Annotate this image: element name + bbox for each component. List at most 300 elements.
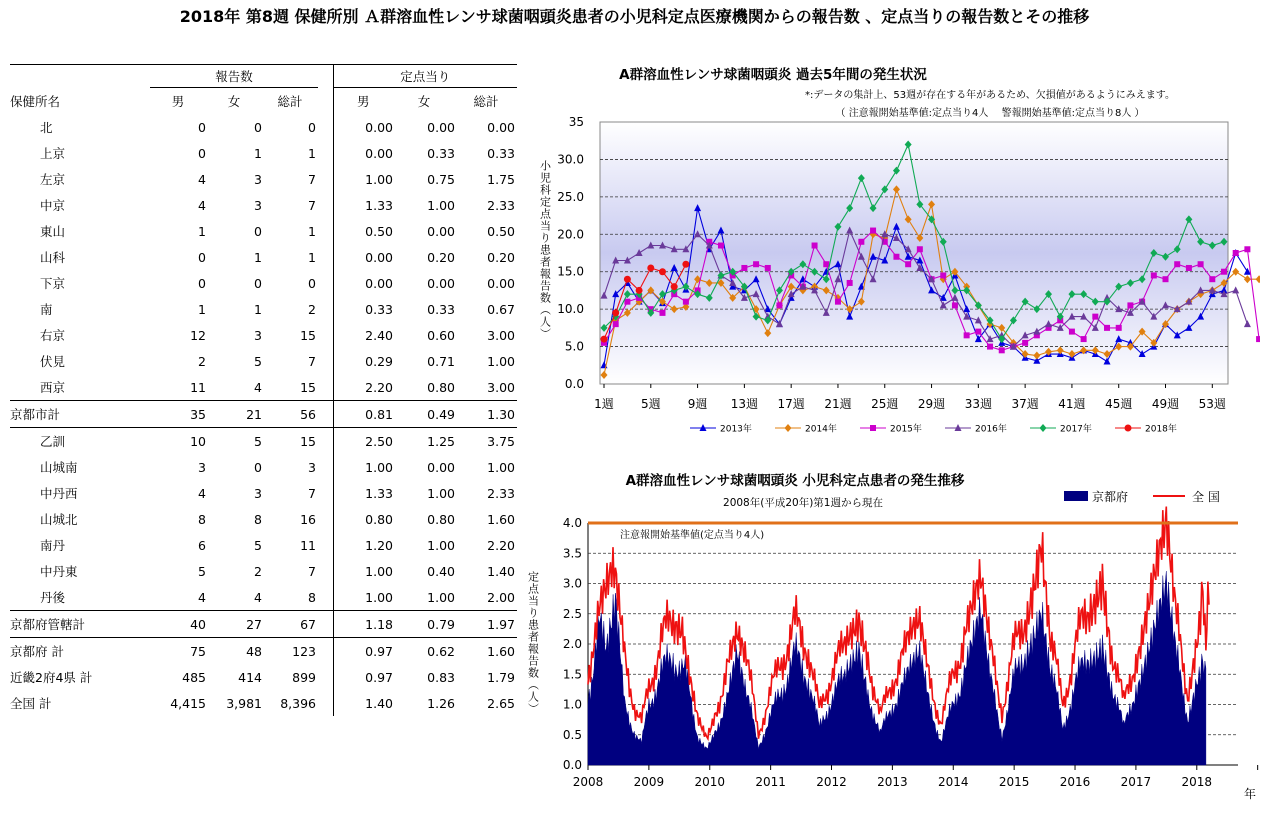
chart1-point [870, 228, 876, 234]
row-m: 4 [198, 197, 206, 213]
row-t: 7 [308, 485, 316, 501]
chart1-x-tick-label: 17週 [777, 397, 805, 411]
row-pm: 1.00 [365, 563, 393, 579]
row-pf: 0.33 [427, 301, 455, 317]
chart1-point [858, 239, 864, 245]
chart1-point [1092, 314, 1098, 320]
chart1-point [636, 287, 643, 294]
table-row [10, 584, 517, 611]
chart1-legend-item [690, 423, 752, 435]
chart1-legend-marker [1040, 424, 1047, 432]
row-pf: 1.25 [427, 433, 455, 449]
row-pt: 0.00 [487, 119, 515, 135]
row-f: 0 [254, 459, 262, 475]
chart1-y-axis-label: 小児科定点当り患者報告数（人） [538, 160, 552, 340]
table-row [10, 348, 517, 374]
chart1-point [613, 321, 619, 327]
chart1-x-tick-label: 1週 [594, 397, 614, 411]
row-pm: 0.33 [365, 301, 393, 317]
chart2-x-tick-label: 2011 [755, 775, 786, 789]
row-pt: 1.97 [455, 611, 517, 638]
row-pt: 0.67 [487, 301, 515, 317]
chart1-point [659, 310, 665, 316]
row-pm: 1.00 [365, 459, 393, 475]
chart1-point [1174, 261, 1180, 267]
row-pt: 2.20 [487, 537, 515, 553]
row-pt: 2.00 [487, 589, 515, 605]
chart1-legend-label: 2017年 [1060, 424, 1092, 435]
chart1-y-tick-label: 5.0 [564, 339, 584, 354]
weekly-line-chart [520, 58, 1260, 438]
chart1-legend-label: 2013年 [720, 424, 752, 435]
chart2-y-tick-label: 1.0 [562, 697, 582, 712]
chart1-legend-item [1115, 423, 1177, 435]
row-t: 67 [262, 611, 318, 638]
chart1-point [1232, 286, 1239, 293]
chart1-legend-item [945, 423, 1007, 435]
chart1-point [1151, 272, 1157, 278]
chart1-point [999, 347, 1005, 353]
chart1-x-tick-label: 5週 [640, 397, 661, 411]
chart1-point [812, 243, 818, 249]
chart1-point [1127, 302, 1133, 308]
chart1-y-tick-label: 30.0 [557, 152, 584, 167]
chart1-legend-item [1030, 423, 1092, 435]
header-male-per: 男 [356, 94, 370, 109]
chart2-x-tick-label: 2012 [816, 775, 847, 789]
chart1-point [601, 336, 608, 343]
row-m: 11 [190, 379, 206, 395]
header-reports: 報告数 [150, 65, 318, 88]
chart2-y-tick-label: 0.0 [562, 758, 582, 772]
chart2-x-tick-label: 2009 [633, 775, 665, 789]
row-name: 近畿2府4県 計 [10, 670, 93, 685]
chart2-x-axis-label: 年 [1244, 787, 1257, 801]
row-t: 2 [308, 301, 316, 317]
chart2-legend-label: 全 国 [1192, 490, 1220, 504]
chart2-x-tick-label: 2014 [937, 775, 969, 789]
chart2-x-tick-label: 2013 [877, 775, 908, 789]
row-m: 5 [198, 563, 206, 579]
chart1-legend-marker [870, 425, 876, 431]
row-f: 3 [254, 327, 262, 343]
row-pf: 0.00 [427, 459, 455, 475]
table-row [10, 166, 517, 192]
row-name: 乙訓 [40, 434, 66, 449]
row-name: 中丹西 [40, 486, 78, 501]
row-m: 8 [198, 511, 206, 527]
row-name: 京都市計 [10, 401, 150, 428]
row-f: 3 [254, 171, 262, 187]
row-f: 3 [254, 197, 262, 213]
page-title: 2018年 第8週 保健所別 Ａ群溶血性レンサ球菌咽頭炎患者の小児科定点医療機関からの報告数 、定点当りの報告数とその推移 [179, 7, 1090, 26]
row-pm: 2.50 [365, 433, 393, 449]
chart2-y-tick-label: 4.0 [562, 516, 582, 530]
row-pt: 2.65 [487, 695, 515, 711]
table-row [10, 480, 517, 506]
chart1-point [1116, 325, 1122, 331]
chart1-x-tick-label: 21週 [824, 397, 852, 411]
header-name: 保健所名 [10, 93, 61, 109]
row-m: 1 [198, 301, 206, 317]
chart2-subtitle: 2008年(平成20年)第1週から現在 [723, 497, 883, 509]
row-m: 40 [150, 611, 206, 638]
table-row [10, 244, 517, 270]
table-row [10, 140, 517, 166]
chart1-point [1163, 276, 1169, 282]
trend-area-chart [520, 462, 1265, 812]
row-f: 27 [206, 611, 262, 638]
row-t: 0 [308, 275, 316, 291]
chart1-note1: *:データの集計上、53週が存在する年があるため、欠損値があるようにみえます。 [805, 90, 1175, 101]
chart1-y-tick-label: 35 [568, 115, 584, 129]
chart1-y-tick-label: 25.0 [557, 189, 584, 204]
row-pt: 2.33 [487, 197, 515, 213]
row-f: 4 [254, 589, 262, 605]
chart1-point [893, 254, 899, 260]
row-pt: 0.33 [487, 145, 515, 161]
row-m: 4 [198, 589, 206, 605]
row-name: 中京 [40, 198, 66, 213]
chart1-x-tick-label: 29週 [917, 397, 946, 411]
table-row [10, 454, 517, 480]
chart1-point [1233, 250, 1239, 256]
row-pf: 0.00 [427, 119, 455, 135]
row-pf: 1.00 [427, 537, 455, 553]
row-name: 伏見 [40, 354, 66, 369]
row-m: 6 [198, 537, 206, 553]
chart1-point [1022, 340, 1028, 346]
row-name: 北 [40, 120, 53, 135]
row-t: 7 [308, 353, 316, 369]
table-row [10, 401, 517, 428]
row-pt: 1.75 [487, 171, 515, 187]
row-m: 1 [198, 223, 206, 239]
chart2-x-tick-label: 2017 [1120, 775, 1152, 789]
row-m: 4 [198, 171, 206, 187]
row-f: 48 [246, 643, 262, 659]
chart2-y-tick-label: 1.5 [562, 667, 582, 682]
table-header-row [10, 88, 517, 115]
header-total: 総計 [277, 94, 303, 109]
row-name: 下京 [40, 276, 66, 291]
header-per-sentinel: 定点当り [333, 65, 517, 88]
table-row [10, 664, 517, 690]
row-t: 15 [300, 379, 316, 395]
row-pm: 0.50 [365, 223, 393, 239]
row-t: 15 [300, 327, 316, 343]
chart2-x-tick-label: 2010 [694, 775, 726, 789]
row-t: 16 [300, 511, 316, 527]
chart1-x-tick-label: 41週 [1058, 397, 1086, 411]
row-name: 南 [40, 302, 53, 317]
header-female-per: 女 [417, 94, 431, 109]
row-pt: 3.00 [487, 379, 515, 395]
row-f: 5 [254, 433, 262, 449]
chart1-point [1209, 276, 1215, 282]
row-f: 1 [254, 301, 262, 317]
table-header-group-row [10, 65, 517, 88]
chart2-legend-label: 京都府 [1092, 490, 1129, 504]
chart2-x-tick-label: 2016 [1059, 775, 1091, 789]
row-pm: 1.33 [365, 197, 393, 213]
row-pm: 2.20 [365, 379, 393, 395]
row-f: 5 [254, 537, 262, 553]
row-pt: 2.33 [487, 485, 515, 501]
row-pm: 1.00 [365, 589, 393, 605]
chart2-legend-item-kyoto [1064, 489, 1128, 504]
row-t: 0 [308, 119, 316, 135]
table-body [10, 114, 517, 716]
row-t: 8,396 [280, 695, 316, 711]
chart1-point [647, 264, 654, 271]
row-pm: 0.80 [365, 511, 393, 527]
table-row [10, 114, 517, 140]
row-m: 0 [198, 145, 206, 161]
chart1-point [964, 332, 970, 338]
chart1-point [741, 265, 747, 271]
chart1-point [835, 299, 841, 305]
chart1-point [624, 299, 630, 305]
row-pf: 0.33 [427, 145, 455, 161]
row-m: 3 [198, 459, 206, 475]
row-t: 123 [292, 643, 316, 659]
chart1-point [659, 268, 666, 275]
row-t: 1 [308, 249, 316, 265]
row-name: 京都府管轄計 [10, 611, 150, 638]
chart1-y-tick-label: 20.0 [557, 227, 584, 242]
chart1-point [987, 344, 993, 350]
row-m: 75 [190, 643, 206, 659]
chart1-x-tick-label: 25週 [871, 397, 899, 411]
chart1-legend-label: 2018年 [1145, 424, 1177, 435]
row-pm: 0.00 [365, 145, 393, 161]
row-m: 4 [198, 485, 206, 501]
chart1-point [975, 329, 981, 335]
chart1-x-tick-label: 37週 [1011, 397, 1039, 411]
row-pf: 1.00 [427, 197, 455, 213]
row-pt: 1.00 [487, 459, 515, 475]
table-row [10, 690, 517, 716]
chart1-x-tick-label: 49週 [1151, 397, 1180, 411]
row-t: 56 [262, 401, 318, 428]
row-pf: 0.00 [427, 275, 455, 291]
chart1-point [753, 261, 759, 267]
row-name: 南丹 [40, 538, 66, 553]
row-pf: 0.00 [427, 223, 455, 239]
chart1-point [682, 261, 689, 268]
chart1-x-tick-label: 13週 [730, 397, 759, 411]
chart2-x-tick-label: 2015 [998, 775, 1030, 789]
row-pm: 1.40 [365, 695, 393, 711]
row-pm: 0.00 [365, 249, 393, 265]
row-pm: 0.00 [365, 275, 393, 291]
chart1-point [952, 302, 958, 308]
report-table [10, 64, 517, 716]
chart1-point [1221, 269, 1227, 275]
chart1-legend-item [860, 423, 922, 435]
row-pt: 1.00 [487, 353, 515, 369]
row-pm: 0.29 [365, 353, 393, 369]
chart1-x-tick-label: 33週 [964, 397, 992, 411]
row-pf: 1.26 [427, 695, 455, 711]
chart1-point [823, 261, 829, 267]
chart1-point [905, 261, 911, 267]
row-m: 2 [198, 353, 206, 369]
chart1-point [612, 309, 619, 316]
row-pt: 1.40 [487, 563, 515, 579]
row-m: 4,415 [170, 695, 206, 711]
row-pf: 0.62 [427, 643, 455, 659]
chart1-y-tick-label: 15.0 [557, 264, 584, 279]
chart2-x-tick-label: 2018 [1181, 775, 1213, 789]
row-pf: 0.71 [427, 353, 455, 369]
row-t: 8 [308, 589, 316, 605]
row-t: 899 [292, 669, 316, 685]
header-total-per: 総計 [473, 94, 499, 109]
row-f: 0 [254, 223, 262, 239]
row-pf: 0.60 [427, 327, 455, 343]
row-pm: 1.33 [365, 485, 393, 501]
row-t: 7 [308, 563, 316, 579]
chart2-y-tick-label: 2.0 [562, 637, 582, 651]
chart1-legend-label: 2016年 [975, 424, 1007, 435]
chart1-point [1104, 325, 1110, 331]
row-pt: 1.30 [455, 401, 517, 428]
chart1-x-tick-label: 53週 [1198, 397, 1226, 411]
table-row [10, 558, 517, 584]
row-pt: 1.60 [487, 643, 515, 659]
row-f: 1 [254, 249, 262, 265]
row-name: 西京 [40, 380, 66, 395]
chart2-y-tick-label: 3.5 [562, 546, 582, 561]
chart2-plot-area [527, 489, 1258, 801]
row-t: 1 [308, 223, 316, 239]
row-pf: 0.20 [427, 249, 455, 265]
header-male: 男 [171, 94, 185, 109]
row-pt: 0.20 [487, 249, 515, 265]
chart1-point [917, 246, 923, 252]
row-pf: 0.79 [393, 611, 455, 638]
chart1-note2: （ 注意報開始基準値:定点当り4人 警報開始基準値:定点当り8人 ） [835, 108, 1145, 119]
row-name: 上京 [40, 146, 66, 161]
chart2-threshold-label: 注意報開始基準値(定点当り4人) [620, 530, 765, 541]
row-f: 0 [254, 275, 262, 291]
row-f: 21 [206, 401, 262, 428]
row-pm: 0.00 [365, 119, 393, 135]
row-t: 11 [300, 537, 316, 553]
row-pf: 1.00 [427, 485, 455, 501]
chart2-y-tick-label: 0.5 [562, 727, 582, 742]
table-row [10, 506, 517, 532]
row-name: 中丹東 [40, 564, 78, 579]
row-name: 山城北 [40, 512, 78, 527]
row-pt: 1.60 [487, 511, 515, 527]
chart1-point [671, 283, 678, 290]
table-row [10, 218, 517, 244]
chart1-legend-marker [1125, 425, 1132, 432]
chart1-point [1244, 246, 1250, 252]
row-f: 8 [254, 511, 262, 527]
chart1-point [1198, 261, 1204, 267]
table-row [10, 532, 517, 558]
chart1-point [1069, 329, 1075, 335]
row-pm: 1.00 [365, 171, 393, 187]
chart2-title: A群溶血性レンサ球菌咽頭炎 小児科定点患者の発生推移 [625, 473, 965, 489]
table-row [10, 428, 517, 455]
chart1-point [718, 243, 724, 249]
row-pt: 0.00 [487, 275, 515, 291]
row-pf: 0.80 [427, 379, 455, 395]
row-name: 左京 [40, 172, 66, 187]
chart1-x-tick-label: 9週 [687, 397, 708, 411]
chart1-plot-area [539, 115, 1261, 435]
chart2-x-tick-label: 2008 [572, 775, 604, 789]
row-pf: 0.80 [427, 511, 455, 527]
chart2-legend-item-national [1153, 489, 1220, 504]
row-name: 全国 計 [10, 696, 52, 711]
header-female: 女 [227, 94, 241, 109]
row-t: 1 [308, 145, 316, 161]
chart1-legend-marker [785, 424, 792, 432]
row-pf: 1.00 [427, 589, 455, 605]
row-m: 12 [190, 327, 206, 343]
row-t: 3 [308, 459, 316, 475]
chart1-point [1186, 265, 1192, 271]
row-f: 2 [254, 563, 262, 579]
table-row [10, 296, 517, 322]
row-pf: 0.83 [427, 669, 455, 685]
chart1-background [600, 122, 1228, 384]
row-m: 0 [198, 249, 206, 265]
row-m: 485 [182, 669, 206, 685]
row-f: 4 [254, 379, 262, 395]
row-pt: 3.00 [487, 327, 515, 343]
row-pm: 2.40 [365, 327, 393, 343]
row-pt: 0.50 [487, 223, 515, 239]
row-pm: 0.97 [365, 643, 393, 659]
table-row [10, 322, 517, 348]
row-pm: 1.20 [365, 537, 393, 553]
row-f: 1 [254, 145, 262, 161]
row-f: 3,981 [226, 695, 262, 711]
row-name: 東山 [40, 224, 66, 239]
chart1-legend-label: 2015年 [890, 424, 922, 435]
row-name: 京都府 計 [10, 644, 64, 659]
row-f: 414 [238, 669, 262, 685]
row-f: 3 [254, 485, 262, 501]
row-name: 山城南 [40, 460, 78, 475]
row-name: 右京 [40, 328, 66, 343]
row-pm: 0.81 [333, 401, 393, 428]
row-m: 0 [198, 119, 206, 135]
chart1-point [683, 299, 689, 305]
row-pf: 0.75 [427, 171, 455, 187]
row-m: 10 [190, 433, 206, 449]
chart1-point [1256, 275, 1260, 283]
row-pt: 3.75 [487, 433, 515, 449]
row-t: 15 [300, 433, 316, 449]
row-f: 5 [254, 353, 262, 369]
chart1-point [940, 272, 946, 278]
chart1-point [1256, 336, 1260, 342]
chart1-point [1244, 275, 1251, 283]
chart1-y-tick-label: 10.0 [557, 302, 584, 317]
row-name: 丹後 [40, 590, 66, 605]
row-t: 7 [308, 171, 316, 187]
chart2-y-axis-label: 定点当り患者報告数（人） [526, 571, 540, 715]
table-row [10, 192, 517, 218]
